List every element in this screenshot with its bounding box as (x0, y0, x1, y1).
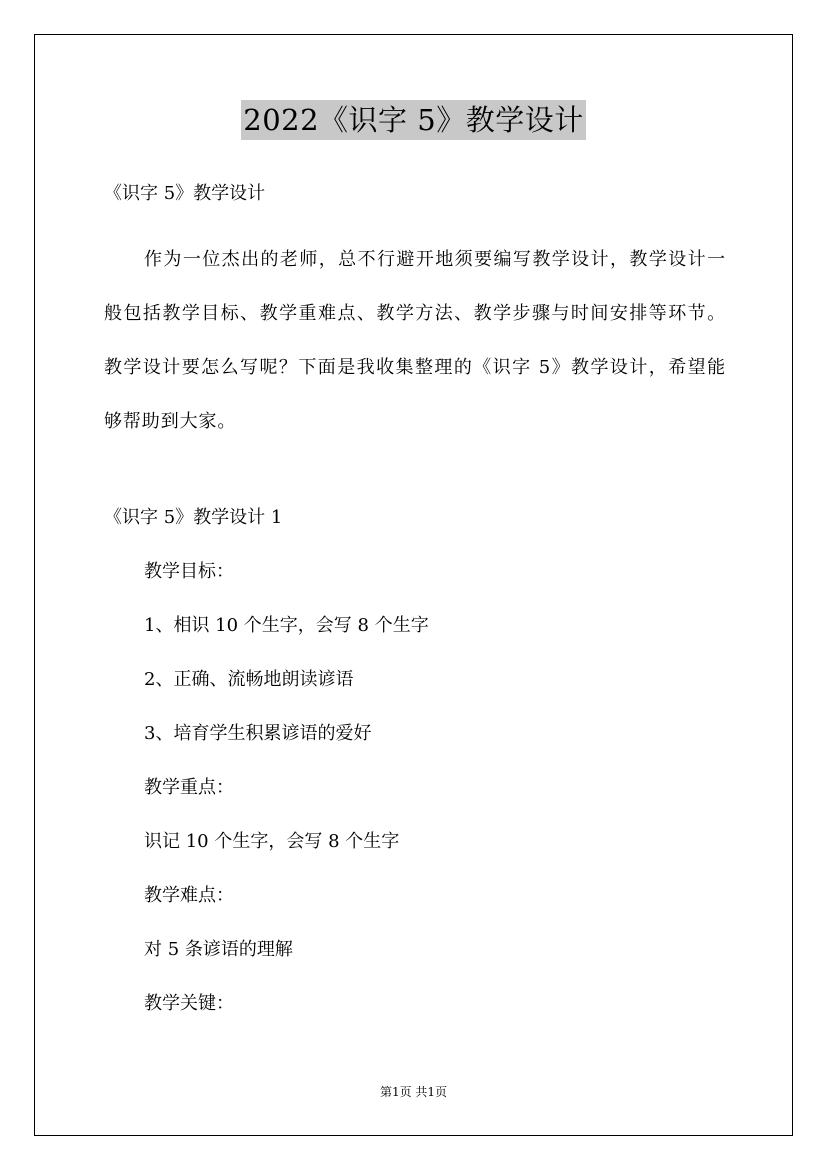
goal-item-2: 2、正确、流畅地朗读谚语 (144, 669, 354, 690)
key-points-label: 教学重点： (144, 777, 234, 798)
goal-item-3: 3、培育学生积累谚语的爱好 (144, 723, 372, 744)
teaching-goals-label: 教学目标： (144, 561, 234, 582)
intro-paragraph: 作为一位杰出的老师，总不行避开地须要编写教学设计，教学设计一般包括教学目标、教学重难点、教学方法、教学步骤与时间安排等环节。教学设计要怎么写呢？下面是我收集整理的《识字 5》教学设计，希望能够帮助到大家。 (104, 249, 726, 432)
document-title: 2022《识字 5》教学设计 (241, 100, 585, 140)
difficulties-label: 教学难点： (144, 885, 234, 906)
difficulties-text: 对 5 条谚语的理解 (144, 939, 293, 960)
section-heading: 《识字 5》教学设计 1 (104, 507, 283, 528)
key-points-text: 识记 10 个生字，会写 8 个生字 (144, 831, 400, 852)
goal-item-1: 1、相识 10 个生字，会写 8 个生字 (144, 615, 429, 636)
page-footer: 第1页 共1页 (379, 1085, 448, 1099)
title-container (0, 100, 827, 140)
intro-heading: 《识字 5》教学设计 (104, 183, 266, 204)
teaching-key-label: 教学关键： (144, 993, 234, 1014)
